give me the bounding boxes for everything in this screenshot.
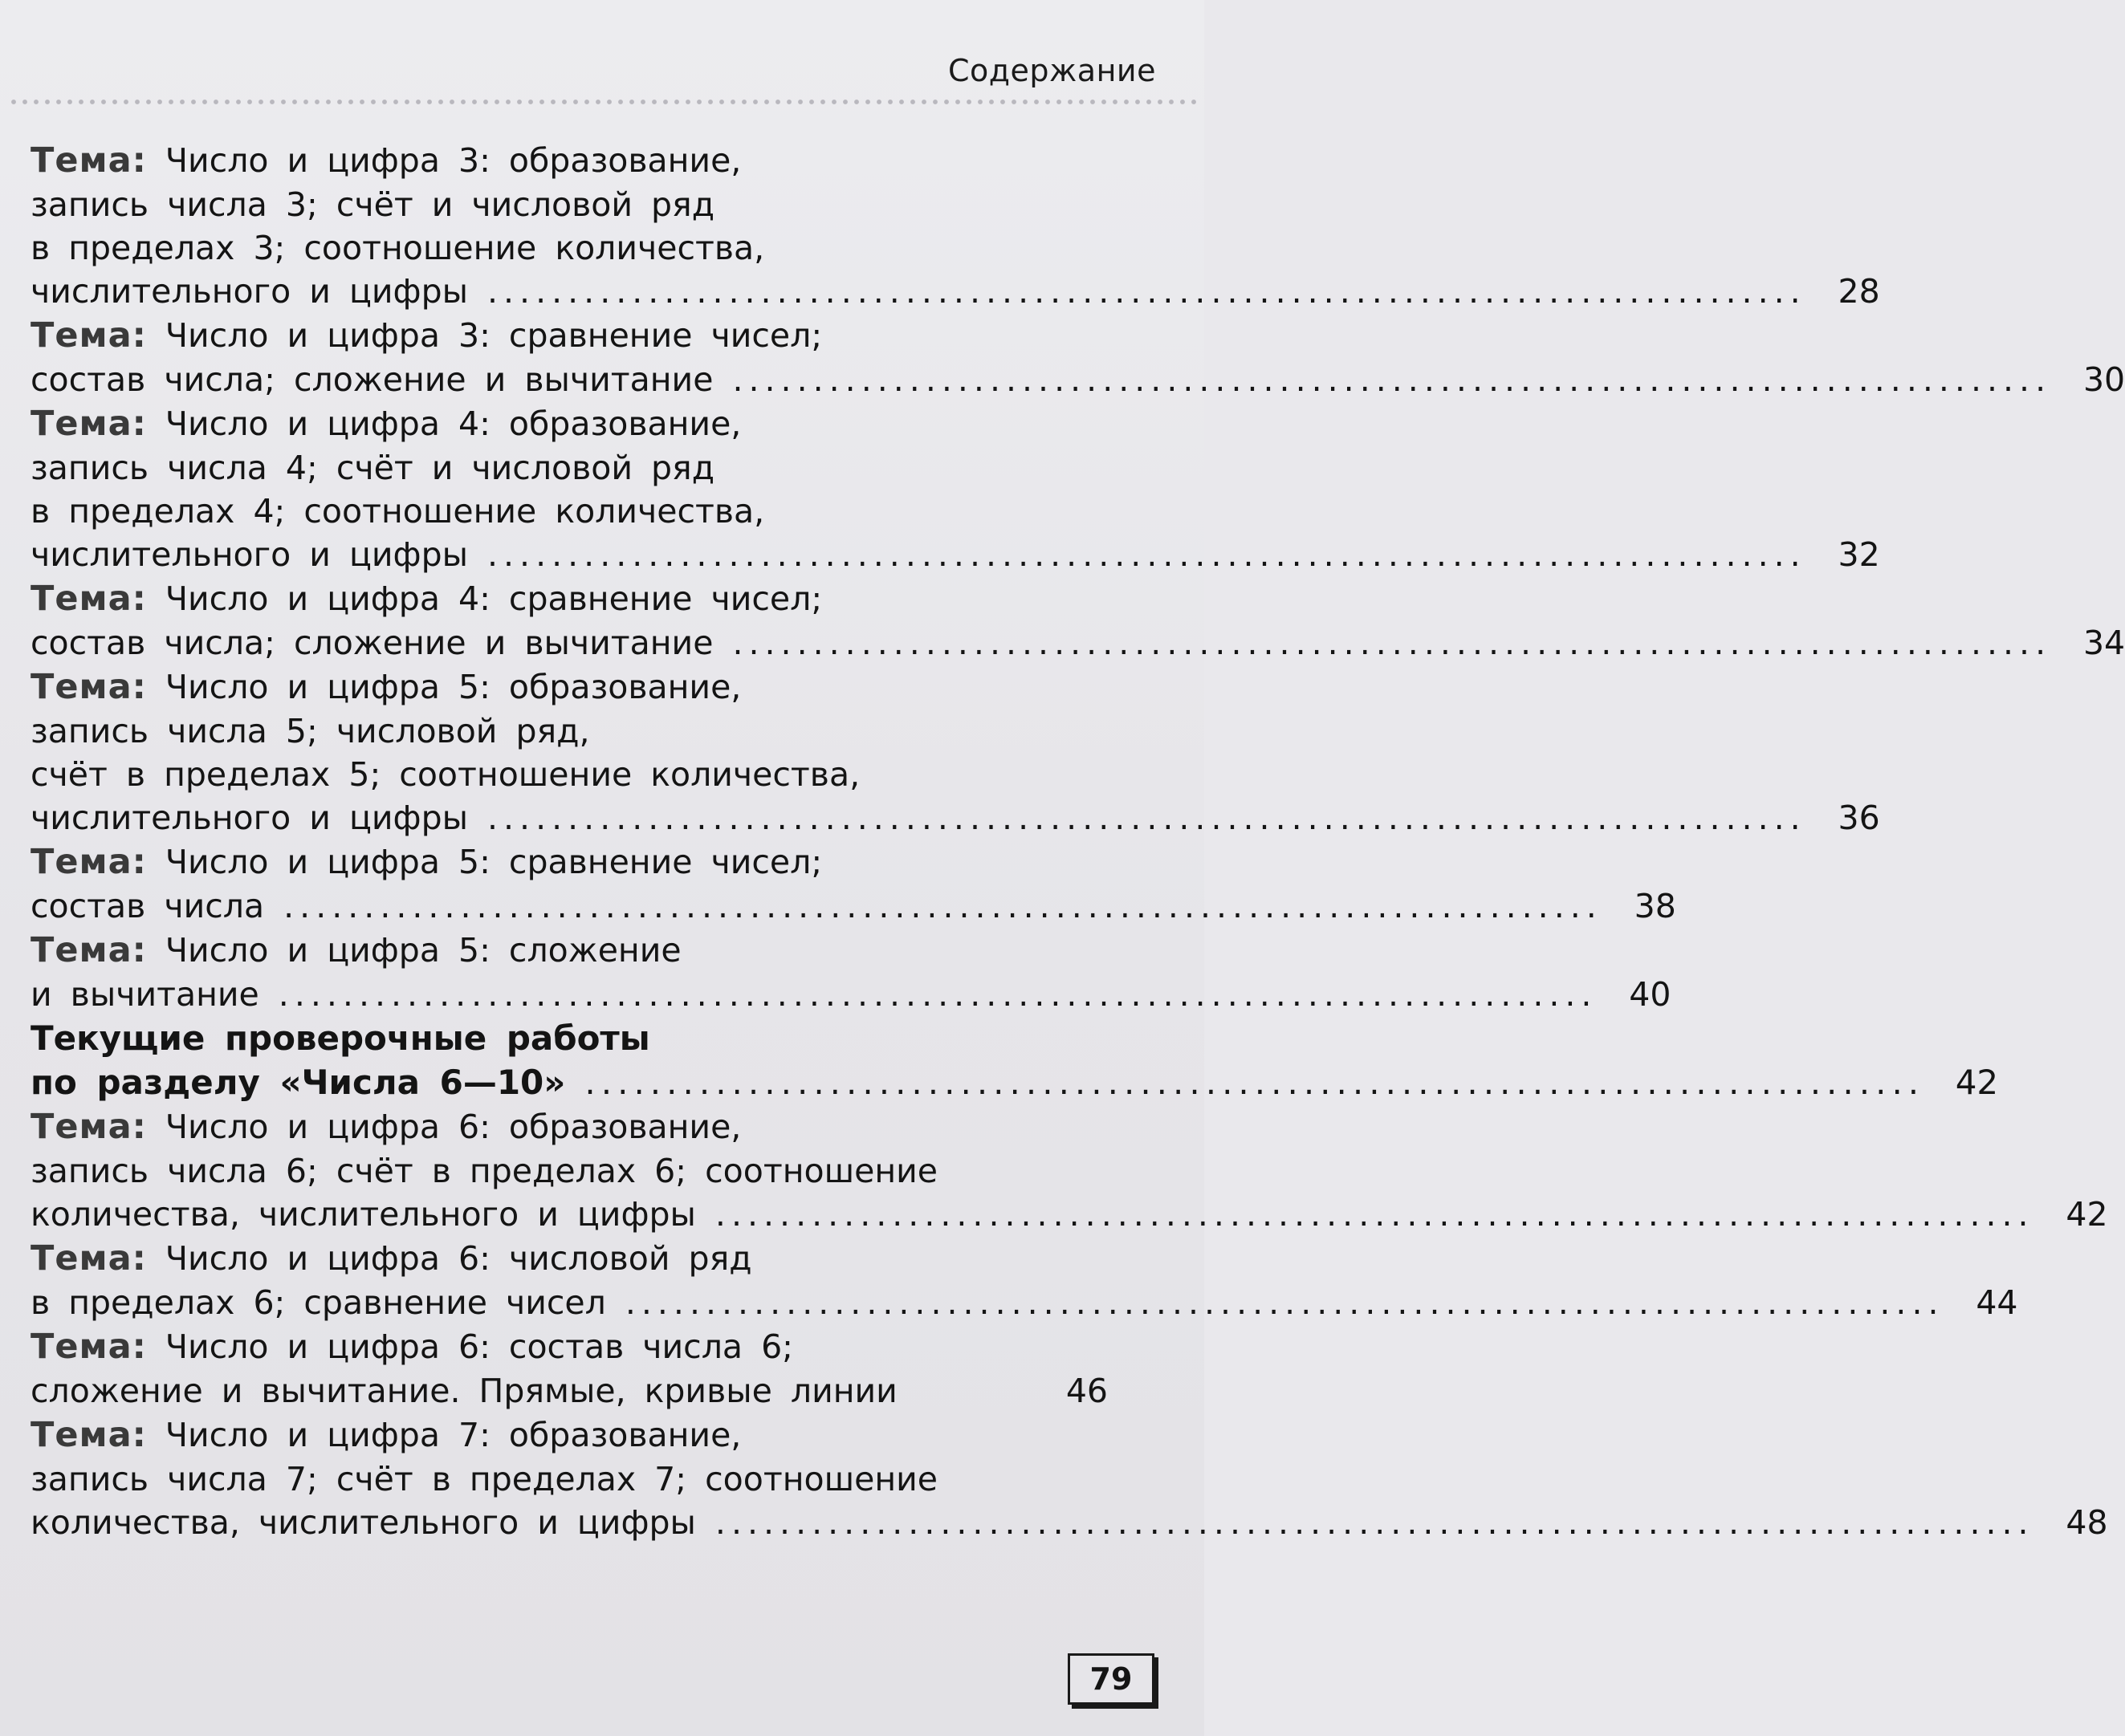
toc-entry-last-line [31, 270, 1880, 313]
toc-entry[interactable] [31, 665, 1880, 840]
toc-entry-text: запись числа 5; числовой ряд, [31, 712, 590, 750]
toc-entry-line [31, 1149, 1108, 1193]
toc-entry-last-line [31, 358, 2125, 401]
toc-entry-text: Число и цифра 7: образование, [165, 1416, 742, 1454]
toc-entry-text: в пределах 3; соотношение количества, [31, 229, 765, 267]
topic-label: Тема: [31, 842, 147, 882]
toc-page-number: 30 [2082, 360, 2125, 399]
toc-page-number: 34 [2082, 624, 2125, 662]
toc-page-number: 36 [1838, 799, 1880, 837]
toc-entry-text: состав числа; сложение и вычитание [31, 360, 714, 399]
toc-entry-text: запись числа 6; счёт в пределах 6; соотношение [31, 1152, 938, 1190]
toc-entry-line [31, 928, 1108, 973]
toc-entry-line [31, 1104, 1108, 1149]
toc-entry-text: количества, числительного и цифры [31, 1503, 696, 1542]
toc-entry-text: в пределах 6; сравнение чисел [31, 1283, 606, 1322]
toc-entry-text: количества, числительного и цифры [31, 1195, 696, 1234]
topic-label: Тема: [31, 404, 147, 444]
dot-leader: .................................................................................. [486, 535, 1806, 574]
toc-entry-text: Число и цифра 5: сравнение чисел; [165, 843, 823, 881]
topic-label: Тема: [31, 579, 147, 619]
toc-page-number: 38 [1634, 887, 1676, 925]
toc-entry-text: состав числа; сложение и вычитание [31, 624, 714, 662]
dot-leader: .................................................................................. [486, 799, 1806, 837]
toc-entry-last-line [31, 1369, 1108, 1413]
toc-entry-line [31, 709, 1108, 753]
toc-entry-last-line [31, 796, 1880, 840]
toc-section-heading[interactable] [31, 1016, 1999, 1104]
toc-entry-text: сложение и вычитание. Прямые, кривые линии [31, 1372, 898, 1410]
topic-label: Тема: [31, 1238, 147, 1279]
toc-entry-text: запись числа 4; счёт и числовой ряд [31, 449, 715, 487]
dot-leader: .................................................................................. [584, 1063, 1925, 1102]
toc-entry-last-line [31, 1193, 2108, 1236]
toc-entry-last-line [31, 1281, 2018, 1324]
toc-entry-text: запись числа 7; счёт в пределах 7; соотношение [31, 1460, 938, 1498]
toc-entry-text: состав числа [31, 887, 265, 925]
toc-page-number: 48 [2066, 1503, 2108, 1542]
toc-entry[interactable] [31, 401, 1880, 576]
toc-entry-last-line [31, 973, 1671, 1016]
toc-entry-line [31, 401, 1108, 446]
toc-entry-line [31, 1324, 1108, 1369]
dotted-divider [8, 98, 1196, 106]
toc-entry-text: Число и цифра 6: числовой ряд [165, 1239, 752, 1278]
toc-page-number: 44 [1976, 1283, 2018, 1322]
toc-entry-line [31, 226, 1108, 270]
toc-page-number: 42 [2066, 1195, 2108, 1234]
toc-entry-line [31, 1016, 1108, 1061]
toc-entry-line [31, 490, 1108, 533]
toc-page-number: 42 [1955, 1063, 1999, 1102]
toc-entry[interactable] [31, 576, 2125, 665]
toc-page-number: 32 [1838, 535, 1880, 574]
toc-entry[interactable] [31, 1104, 2108, 1236]
toc-entry[interactable] [31, 928, 1671, 1016]
toc-entry[interactable] [31, 840, 1676, 928]
dot-leader: .................................................................................. [283, 887, 1602, 925]
toc-page-number: 46 [1065, 1372, 1108, 1410]
toc-entry-text: и вычитание [31, 975, 259, 1014]
dot-leader: .................................................................................. [714, 1503, 2034, 1542]
toc-entry-text: Число и цифра 5: сложение [165, 931, 682, 970]
toc-entry-text: Число и цифра 4: сравнение чисел; [165, 579, 823, 618]
topic-label: Тема: [31, 315, 147, 356]
toc-entry-last-line [31, 1061, 1999, 1104]
toc-entry-text: Число и цифра 3: сравнение чисел; [165, 316, 823, 355]
table-of-contents [31, 138, 2125, 1544]
topic-label: Тема: [31, 667, 147, 707]
toc-entry-text: числительного и цифры [31, 799, 468, 837]
toc-entry-text: Число и цифра 5: образование, [165, 668, 742, 706]
toc-entry[interactable] [31, 138, 1880, 313]
toc-entry-text: Число и цифра 4: образование, [165, 405, 742, 443]
dot-leader: .................................................................................. [625, 1283, 1944, 1322]
topic-label: Тема: [31, 930, 147, 970]
toc-entry-text: числительного и цифры [31, 535, 468, 574]
toc-entry-line [31, 183, 1108, 226]
toc-entry-text: Число и цифра 3: образование, [165, 141, 742, 180]
toc-entry-last-line [31, 1501, 2108, 1544]
toc-page-number: 28 [1838, 272, 1880, 311]
dot-leader: .................................................................................. [732, 624, 2052, 662]
dot-leader: .................................................................................. [486, 272, 1806, 311]
toc-entry[interactable] [31, 313, 2125, 401]
toc-entry-last-line [31, 884, 1676, 928]
toc-entry-text: Число и цифра 6: образование, [165, 1108, 742, 1146]
toc-entry-line [31, 840, 1108, 884]
toc-entry[interactable] [31, 1236, 2018, 1324]
dot-leader: .................................................................................. [714, 1195, 2034, 1234]
page-number: 79 [1068, 1653, 1154, 1705]
toc-entry-line [31, 1458, 1108, 1501]
toc-entry-line [31, 576, 1108, 621]
toc-entry[interactable] [31, 1413, 2108, 1544]
toc-entry-text: запись числа 3; счёт и числовой ряд [31, 185, 715, 224]
toc-page-number: 40 [1629, 975, 1671, 1014]
toc-entry-last-line [31, 621, 2125, 665]
toc-entry-line [31, 1236, 1108, 1281]
toc-entry-line [31, 665, 1108, 709]
topic-label: Тема: [31, 1107, 147, 1147]
toc-entry-text: по разделу «Числа 6—10» [31, 1063, 566, 1102]
toc-entry-line [31, 753, 1108, 796]
toc-entry-text: счёт в пределах 5; соотношение количества, [31, 755, 861, 794]
toc-entry-text: числительного и цифры [31, 272, 468, 311]
dot-leader: .................................................................................. [278, 975, 1598, 1014]
toc-entry-line [31, 446, 1108, 490]
topic-label: Тема: [31, 1415, 147, 1455]
toc-entry-text: в пределах 4; соотношение количества, [31, 492, 765, 531]
toc-entry-line [31, 138, 1108, 183]
topic-label: Тема: [31, 140, 147, 181]
toc-entry-line [31, 313, 1108, 358]
toc-entry-text: Текущие проверочные работы [31, 1018, 650, 1058]
toc-entry-line [31, 1413, 1108, 1458]
toc-entry[interactable] [31, 1324, 1108, 1413]
toc-entry-text: Число и цифра 6: состав числа 6; [165, 1327, 793, 1366]
section-title: Содержание [948, 53, 1156, 88]
topic-label: Тема: [31, 1327, 147, 1367]
toc-entry-last-line [31, 533, 1880, 576]
dot-leader: .................................................................................. [732, 360, 2052, 399]
